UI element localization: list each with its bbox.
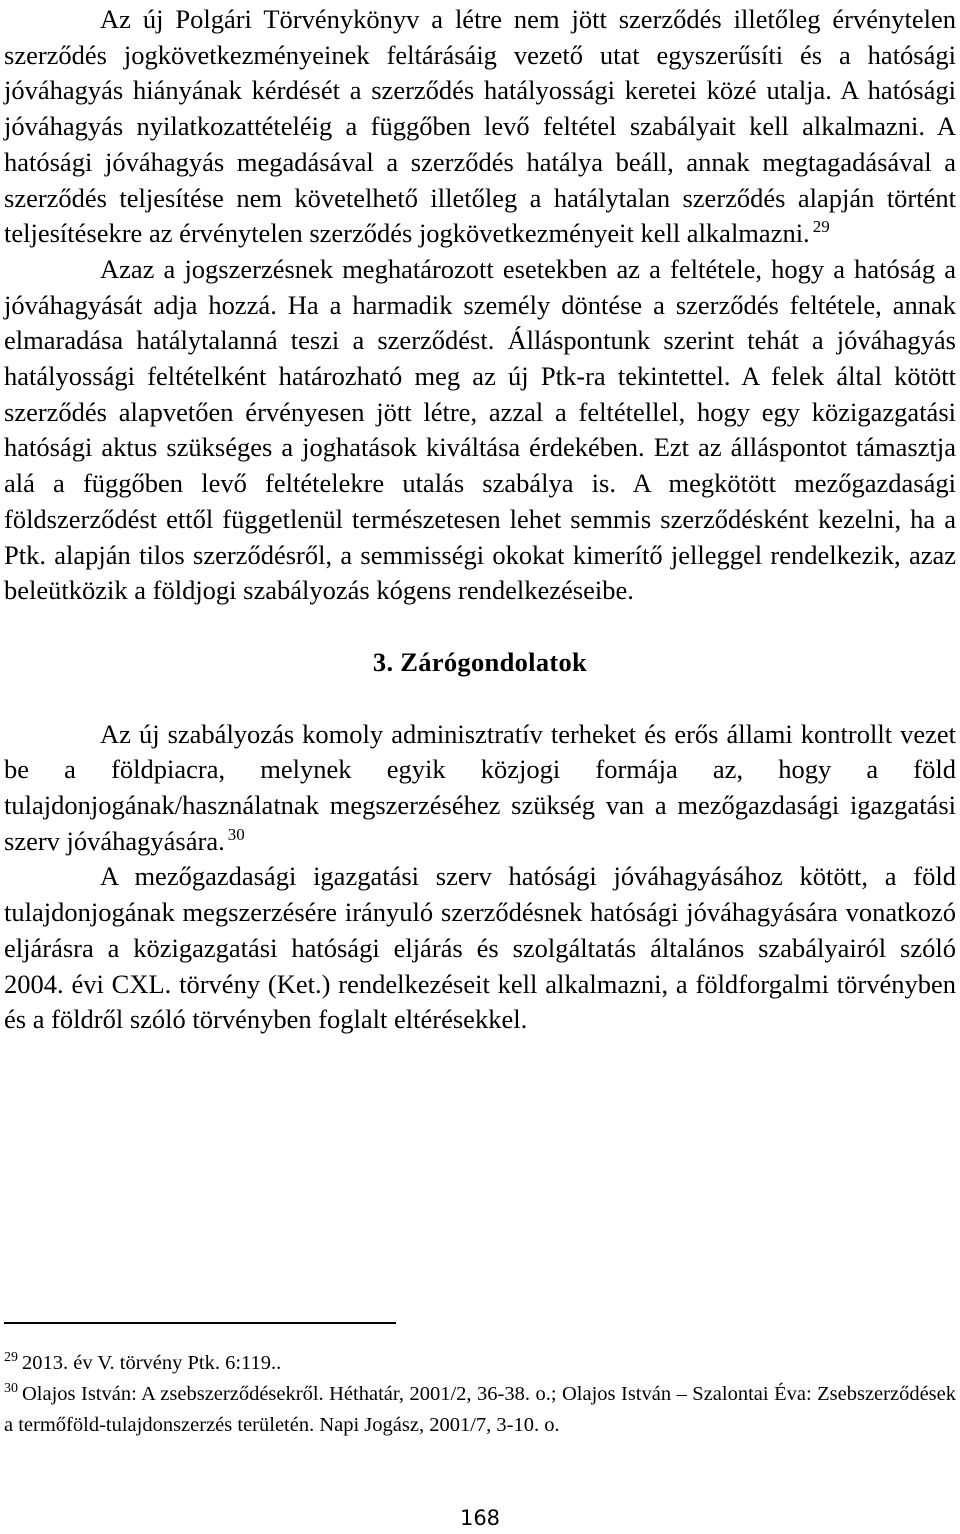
paragraph-4: A mezőgazdasági igazgatási szerv hatósági jóváhagyásához kötött, a föld tulajdonjogának megszerzésére irányuló szerződésnek hatósági jóváhagyására vonatkozó eljárásra a közigazgatási hatósági eljárás és szolgáltatás általános szabályairól szóló 2004. évi CXL. törvény (Ket.) rendelkezéseit kell alkalmazni, a földforgalmi törvényben és a földről szóló törvényben foglalt eltérésekkel. (4, 861, 956, 1035)
paragraph-3 (4, 717, 956, 860)
document-page (4, 0, 956, 1038)
paragraph-2: Azaz a jogszerzésnek meghatározott esetekben az a feltétele, hogy a hatóság a jóváhagyását adja hozzá. Ha a harmadik személy döntése a szerződés feltétele, annak elmaradása hatálytalanná teszi a szerződést. Álláspontunk szerint tehát a jóváhagyás hatályossági feltételként határozható meg az új Ptk-ra tekintettel. A felek által kötött szerződés alapvetően érvényesen jött létre, azzal a feltétellel, hogy egy közigazgatási hatósági aktus szükséges a joghatások kiváltása érdekében. Ezt az álláspontot támasztja alá a függőben levő feltételekre utalás szabálya is. A megkötött mezőgazdasági földszerződést ettől függetlenül természetesen lehet semmis szerződésként kezelni, ha a Ptk. alapján tilos szerződésről, a semmisségi okokat kimerítő jelleggel rendelkezik, azaz beleütközik a földjogi szabályozás kógens rendelkezéseibe. (4, 253, 956, 606)
paragraph-1 (4, 2, 956, 252)
paragraph-3-text: Az új szabályozás komoly adminisztratív terheket és erős állami kontrollt vezet be a földpiacra, melynek egyik közjogi formája az, hogy a föld tulajdonjogának/használatnak megszerzéséhez szükség van a mezőgazdasági igazgatási szerv jóváhagyására. (4, 718, 956, 856)
footnote-ref-30: 30 (227, 824, 245, 844)
footnote-ref-29: 29 (812, 217, 830, 237)
footnote-number: 29 (4, 1350, 18, 1365)
footnote-separator (4, 1322, 396, 1324)
section-heading: 3. Zárógondolatok (372, 646, 588, 677)
footnote-number: 30 (4, 1381, 18, 1396)
paragraph-1-text: Az új Polgári Törvénykönyv a létre nem jött szerződés illetőleg érvénytelen szerződés jogkövetkezményeinek feltárásáig vezető utat egyszerűsíti és a hatósági jóváhagyás hiányának kérdését a szerződés hatályossági keretei közé utalja. A hatósági jóváhagyás nyilatkozattételéig a függőben levő feltétel szabályait kell alkalmazni. A hatósági jóváhagyás megadásával a szerződés hatálya beáll, annak megtagadásával a szerződés teljesítése nem követelhető illetőleg a hatálytalan szerződés alapján történt teljesítésekre az érvénytelen szerződés jogkövetkezményeit kell alkalmazni. (4, 4, 956, 249)
footnote-text: Olajos István: A zsebszerződésekről. Héthatár, 2001/2, 36-38. o.; Olajos István – Szalontai Éva: Zsebszerződések a termőföld-tulajdonszerzés területén. Napi Jogász, 2001/7, 3-10. o. (4, 1383, 956, 1436)
footnote-30 (4, 1379, 956, 1441)
footnote-29 (4, 1348, 956, 1379)
page-number: 168 (459, 1506, 501, 1530)
footnotes (4, 1348, 956, 1441)
footnote-text: 2013. év V. törvény Ptk. 6:119.. (22, 1352, 282, 1374)
